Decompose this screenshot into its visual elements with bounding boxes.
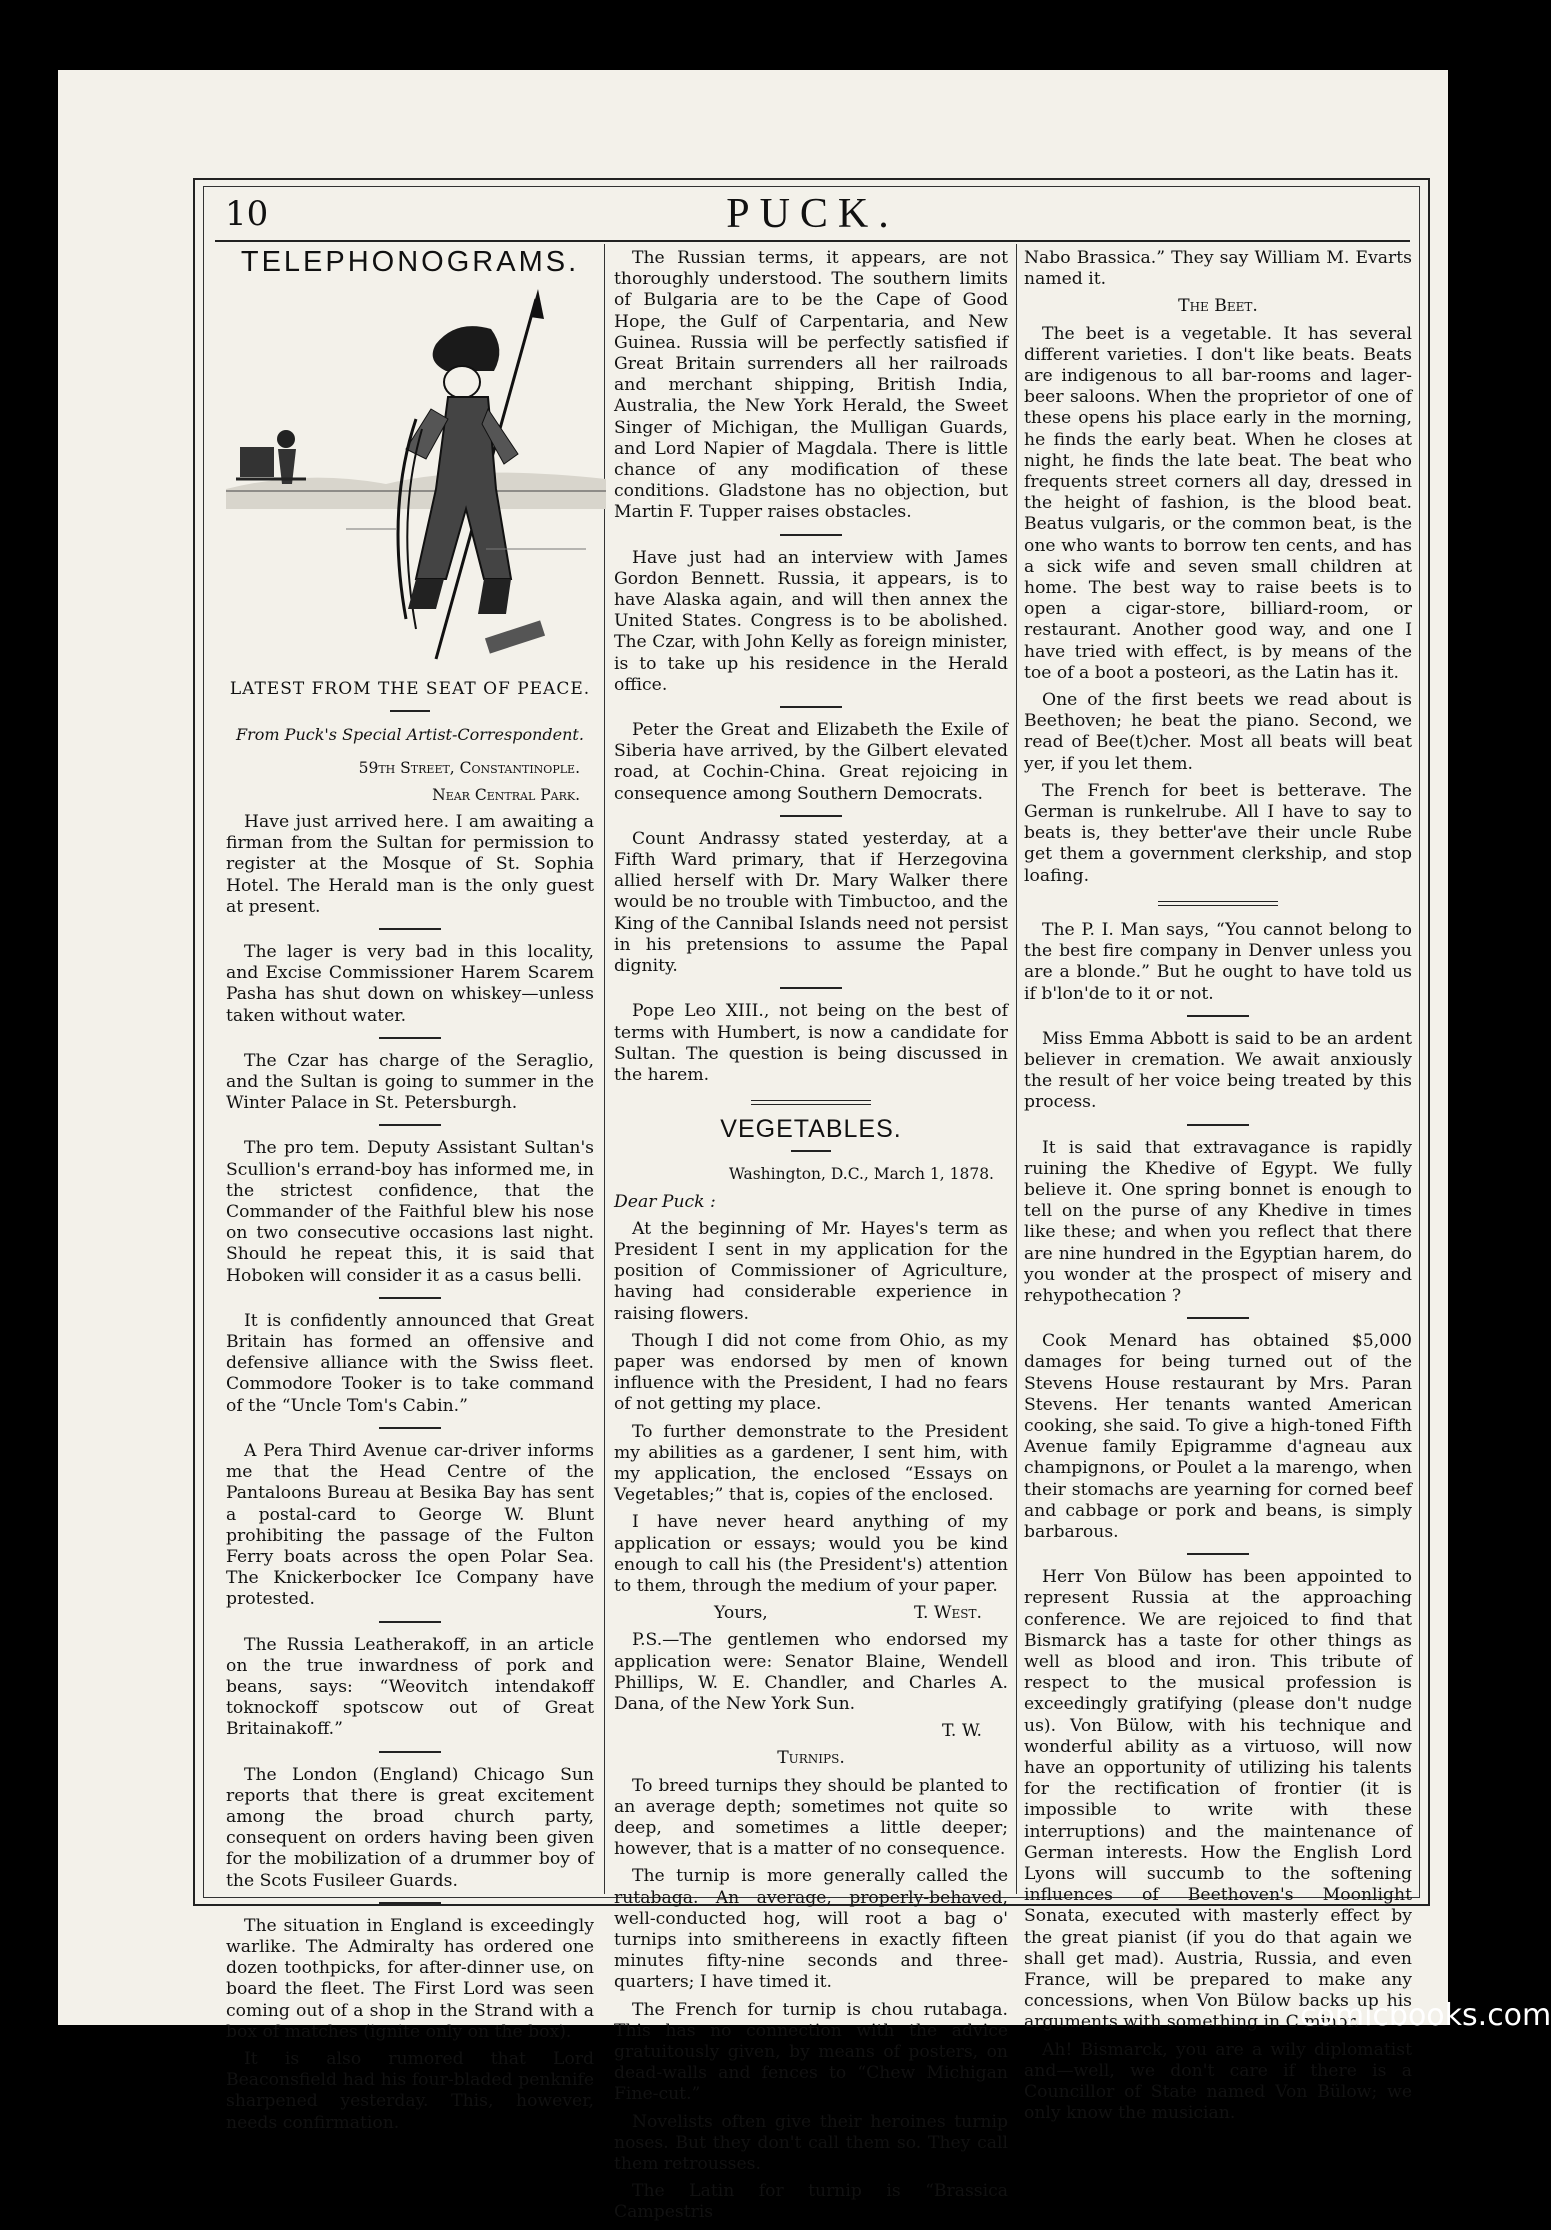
section-rule bbox=[379, 1037, 441, 1039]
paragraph: It is also rumored that Lord Beaconsfield had his four-bladed penknife sharpened yesterday. This, however, needs confirmation. bbox=[226, 2048, 594, 2133]
dateline: Washington, D.C., March 1, 1878. bbox=[728, 1165, 994, 1184]
paragraph: The Russia Leatherakoff, in an article on the true inwardness of pork and beans, says: “Weovitch intendakoff toknockoff spotscow out of Great Britainakoff.” bbox=[226, 1634, 594, 1740]
section-heading: Turnips. bbox=[777, 1748, 845, 1769]
section-rule bbox=[379, 1427, 441, 1429]
closing: Yours, bbox=[714, 1603, 768, 1624]
section-rule bbox=[1187, 1317, 1249, 1319]
paragraph: Count Andrassy stated yesterday, at a Fifth Ward primary, that if Herzegovina allied herself with Dr. Mary Walker there would be no trouble with Timbuctoo, and the King of the Cannibal Islands need not persist in his pretensions to assume the Papal dignity. bbox=[614, 828, 1008, 977]
paragraph: Have just arrived here. I am awaiting a firman from the Sultan for permission to register at the Mosque of St. Sophia Hotel. The Herald man is the only guest at present. bbox=[226, 812, 594, 917]
byline: From Puck's Special Artist-Correspondent. bbox=[236, 725, 584, 745]
postscript: P.S.—The gentlemen who endorsed my application were: Senator Blaine, Wendell Phillips, W. E. Chandler, and Charles A. Dana, of the New York Sun. bbox=[614, 1630, 1008, 1714]
paragraph: The Russian terms, it appears, are not thoroughly understood. The southern limits of Bulgaria are to be the Cape of Good Hope, the Gulf of Carpentaria, and New Guinea. Russia will be perfectly satisfied if Great Britain surrenders all her railroads and merchant shipping, British India, Australia, the New York Herald, the Sweet Singer of Michigan, the Mulligan Guards, and Lord Napier of Magdala. There is little chance of any modification of these conditions. Gladstone has no objection, but Martin F. Tupper raises obstacles. bbox=[614, 248, 1008, 523]
paragraph: The French for beet is betterave. The German is runkelrube. All I have to say to beats is, they better'ave their uncle Rube get them a government clerkship, and stop loafing. bbox=[1024, 780, 1412, 886]
section-rule bbox=[780, 706, 842, 708]
section-rule bbox=[780, 987, 842, 989]
double-rule bbox=[751, 1100, 871, 1105]
salutation: Dear Puck : bbox=[614, 1191, 716, 1212]
paragraph: Miss Emma Abbott is said to be an ardent believer in cremation. We await anxiously the result of her voice being treated by this process. bbox=[1024, 1028, 1412, 1113]
section-rule bbox=[780, 534, 842, 536]
article-title: TELEPHONOGRAMS. bbox=[240, 246, 580, 278]
paragraph: Have just had an interview with James Gordon Bennett. Russia, it appears, is to have Alaska again, and will then annex the United States. Congress is to be abolished. The Czar, with John Kelly as foreign minister, is to take up his residence in the Herald office. bbox=[614, 547, 1008, 695]
section-rule bbox=[1187, 1124, 1249, 1126]
paragraph: Nabo Brassica.” They say William M. Evarts named it. bbox=[1024, 248, 1412, 290]
paragraph: Cook Menard has obtained $5,000 damages for being turned out of the Stevens House restaurant by Mrs. Paran Stevens. Her tenants wanted American cooking, she said. To give a high-toned Fifth Avenue family Epigramme d'agneau aux champignons, or Poulet a la marengo, when their stomachs are yearning for corned beef and cabbage or pork and beans, is simply barbarous. bbox=[1024, 1331, 1412, 1542]
column-divider bbox=[1016, 244, 1017, 1894]
dateline: Near Central Park. bbox=[432, 785, 580, 804]
paragraph: Herr Von Bülow has been appointed to represent Russia at the approaching conference. We are rejoiced to find that Bismarck has a taste for other things as well as blood and iron. This tribute of respect to the musical profession is exceedingly gratifying (please don't nudge us). Von Bülow, with his technique and wonderful ability as a virtuoso, will now have an opportunity of utilizing his talents for the rectification of frontier (it is impossible to write with these interruptions) and the maintenance of German interests. How the English Lord Lyons will succumb to the softening influences of Beethoven's Moonlight Sonata, executed with masterly effect by the great pianist (if you do that again we shall get mad). Austria, Russia, and even France, will be prepared to make any concessions, when Von Bülow backs up his arguments with something in C minor. bbox=[1024, 1567, 1412, 2033]
paragraph: It is said that extravagance is rapidly ruining the Khedive of Egypt. We fully believe it. One spring bonnet is enough to tell on the purse of any Khedive in times like these; and when you reflect that there are nine hundred in the Egyptian harem, do you wonder at the prospect of misery and rehypothecation ? bbox=[1024, 1137, 1412, 1306]
column-1 bbox=[226, 248, 594, 2140]
column-3 bbox=[1024, 248, 1412, 2130]
paragraph: Pope Leo XIII., not being on the best of terms with Humbert, is now a candidate for Sultan. The question is being discussed in the harem. bbox=[614, 1001, 1008, 1085]
section-rule bbox=[379, 1297, 441, 1299]
section-rule bbox=[379, 928, 441, 930]
paragraph: The P. I. Man says, “You cannot belong to the best fire company in Denver unless you are a blonde.” But he ought to have told us if b'lon'de to it or not. bbox=[1024, 919, 1412, 1004]
section-rule bbox=[379, 1902, 441, 1904]
paragraph: The French for turnip is chou rutabaga. This has no connection with the advice gratuitously given, by means of posters, on dead-walls and fences to “Chew Michigan Fine-cut.” bbox=[614, 1999, 1008, 2105]
section-rule bbox=[1187, 1015, 1249, 1017]
paragraph: The London (England) Chicago Sun reports that there is great excitement among the broad church party, consequent on orders having been given for the mobilization of a drummer boy of the Scots Fusileer Guards. bbox=[226, 1764, 594, 1891]
paragraph: To breed turnips they should be planted to an average depth; sometimes not quite so deep, and sometimes a little deeper; however, that is a matter of no consequence. bbox=[614, 1775, 1008, 1860]
paragraph: The situation in England is exceedingly warlike. The Admiralty has ordered one dozen toothpicks, for after-dinner use, on board the fleet. The First Lord was seen coming out of a shop in the Strand with a box of matches (ignite only on the box). bbox=[226, 1915, 594, 2042]
section-rule bbox=[379, 1751, 441, 1753]
double-rule bbox=[1158, 901, 1278, 906]
paragraph: A Pera Third Avenue car-driver informs me that the Head Centre of the Pantaloons Bureau at Besika Bay has sent a postal-card to George W. Blunt prohibiting the passage of the Fulton Ferry boats across the open Polar Sea. The Knickerbocker Ice Company have protested. bbox=[226, 1440, 594, 1610]
paragraph: To further demonstrate to the President my abilities as a gardener, I sent him, with my application, the enclosed “Essays on Vegetables;” that is, copies of the enclosed. bbox=[614, 1421, 1008, 1506]
masthead: PUCK. bbox=[726, 191, 899, 237]
section-rule bbox=[1187, 1553, 1249, 1555]
cossack-illustration bbox=[226, 279, 606, 669]
section-rule bbox=[780, 815, 842, 817]
article-subtitle: LATEST FROM THE SEAT OF PEACE. bbox=[229, 679, 591, 700]
section-heading: The Beet. bbox=[1178, 296, 1258, 317]
page-number: 10 bbox=[225, 194, 269, 234]
column-2 bbox=[614, 248, 1008, 2230]
header-rule bbox=[215, 240, 1410, 242]
signature: T. West. bbox=[914, 1603, 982, 1624]
dateline: 59th Street, Constantinople. bbox=[358, 758, 580, 777]
short-rule bbox=[791, 1150, 831, 1152]
page-header bbox=[215, 190, 1410, 238]
postscript-signature: T. W. bbox=[942, 1721, 982, 1742]
paragraph: It is confidently announced that Great Britain has formed an offensive and defensive alliance with the Swiss fleet. Commodore Tooker is to take command of the “Uncle Tom's Cabin.” bbox=[226, 1310, 594, 1416]
paragraph: One of the first beets we read about is Beethoven; he beat the piano. Second, we read of Bee(t)cher. Most all beats will beat yer, if you let them. bbox=[1024, 690, 1412, 774]
paragraph: Novelists often give their heroines turnip noses. But they don't call them so. They call them retrousses. bbox=[614, 2111, 1008, 2175]
paragraph: At the beginning of Mr. Hayes's term as President I sent in my application for the position of Commissioner of Agriculture, having had considerable experience in raising flowers. bbox=[614, 1218, 1008, 1324]
short-rule bbox=[390, 710, 430, 712]
paragraph: The pro tem. Deputy Assistant Sultan's Scullion's errand-boy has informed me, in the strictest confidence, that the Commander of the Faithful blew his nose on two consecutive occasions last night. Should he repeat this, it is said that Hoboken will consider it as a casus belli. bbox=[226, 1138, 594, 1286]
paragraph: The Czar has charge of the Seraglio, and the Sultan is going to summer in the Winter Palace in St. Petersburgh. bbox=[226, 1050, 594, 1114]
site-watermark: comicbooks.com bbox=[1300, 1998, 1551, 2033]
article-title: VEGETABLES. bbox=[720, 1115, 902, 1144]
paragraph: The beet is a vegetable. It has several different varieties. I don't like beats. Beats are indigenous to all bar-rooms and lager-beer saloons. When the proprietor of one of these opens his place early in the morning, he finds the early beat. When he closes at night, he finds the late beat. The beat who frequents street corners all day, dressed in the height of fashion, is the blood beat. Beatus vulgaris, or the common beat, is the one who wants to borrow ten cents, and has a sick wife and seven small children at home. The best way to raise beets is to open a cigar-store, billiard-room, or restaurant. Another good way, and one I have tried with effect, is by means of the toe of a boot a posteori, as the Latin has it. bbox=[1024, 323, 1412, 683]
section-rule bbox=[379, 1621, 441, 1623]
paragraph: The Latin for turnip is “Brassica Campestris bbox=[614, 2181, 1008, 2223]
paragraph: The turnip is more generally called the rutabaga. An average, properly-behaved, well-conducted hog, will root a bag o' turnips into smithereens in exactly fifteen minutes fifty-nine seconds and three-quarters; I have timed it. bbox=[614, 1866, 1008, 1993]
signoff bbox=[614, 1603, 1008, 1624]
paragraph: Ah! Bismarck, you are a wily diplomatist and—well, we don't care if there is a Councillor of State named Von Bülow; we only know the musician. bbox=[1024, 2039, 1412, 2124]
paragraph: I have never heard anything of my application or essays; would you be kind enough to call his (the President's) attention to them, through the medium of your paper. bbox=[614, 1512, 1008, 1596]
paragraph: Though I did not come from Ohio, as my paper was endorsed by men of known influence with the President, I had no fears of not getting my place. bbox=[614, 1330, 1008, 1415]
section-rule bbox=[379, 1124, 441, 1126]
paragraph: The lager is very bad in this locality, and Excise Commissioner Harem Scarem Pasha has shut down on whiskey—unless taken without water. bbox=[226, 942, 594, 1026]
paragraph: Peter the Great and Elizabeth the Exile of Siberia have arrived, by the Gilbert elevated road, at Cochin-China. Great rejoicing in consequence among Southern Democrats. bbox=[614, 720, 1008, 804]
